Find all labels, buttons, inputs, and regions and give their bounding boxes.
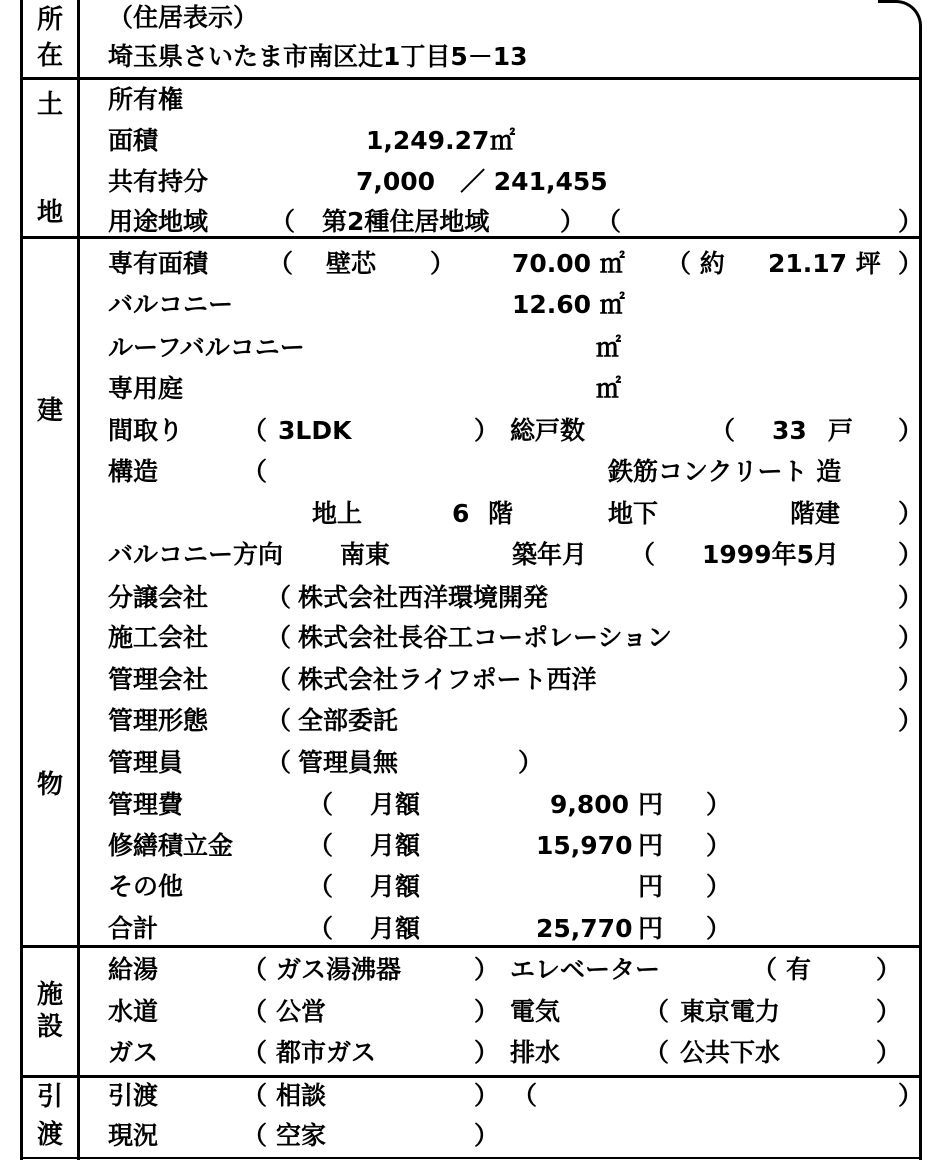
built-date-value: 1999年5月 [702, 540, 839, 569]
built-date-close: ） [898, 540, 924, 569]
structure-open: （ [242, 457, 268, 486]
manager-close: ） [518, 748, 544, 777]
elevator-value: 有 [786, 955, 812, 984]
section-divider [20, 1075, 922, 1078]
section-label-handover-2: 渡 [36, 1120, 63, 1150]
total-units-value: 33 [772, 416, 807, 445]
repair-reserve-open: （ [308, 831, 334, 860]
developer-value: 株式会社西洋環境開発 [298, 583, 549, 612]
electricity-value: 東京電力 [680, 997, 781, 1026]
land-zoning-close: ） [560, 207, 586, 236]
section-label-location-2: 在 [36, 41, 63, 71]
land-ownership: 所有権 [108, 85, 184, 114]
land-zoning-close2: ） [898, 207, 924, 236]
section-label-land-2: 地 [36, 198, 63, 228]
elevator-close: ） [876, 955, 902, 984]
above-ground-floors: 階 [488, 499, 514, 528]
management-type-value: 全部委託 [298, 706, 399, 735]
land-share-value: 7,000 ／ 241,455 [356, 167, 608, 196]
total-fee-close: ） [706, 914, 732, 943]
repair-reserve-unit: 円 [638, 831, 664, 860]
handover-close2: ） [898, 1081, 924, 1110]
balcony-value: 12.60 ㎡ [512, 290, 625, 319]
section-label-facilities-2: 設 [36, 1012, 63, 1042]
manager-value: 管理員無 [298, 748, 399, 777]
water-value: 公営 [276, 997, 327, 1026]
drainage-close: ） [876, 1038, 902, 1067]
address-type-label: （住居表示） [108, 3, 259, 32]
manager-open: （ [266, 748, 292, 777]
section-label-facilities-1: 施 [36, 980, 63, 1010]
electricity-close: ） [876, 997, 902, 1026]
exclusive-area-label: 専有面積 [108, 249, 209, 278]
management-type-label: 管理形態 [108, 706, 209, 735]
repair-reserve-period: 月額 [370, 831, 421, 860]
management-type-close: ） [898, 706, 924, 735]
electricity-label: 電気 [510, 997, 561, 1026]
current-status-open: （ [242, 1121, 268, 1150]
section-label-land-1: 土 [36, 90, 63, 120]
repair-reserve-close: ） [706, 831, 732, 860]
gas-value: 都市ガス [276, 1038, 377, 1067]
exclusive-area-tsubo: 21.17 坪 [768, 249, 881, 278]
land-area-label: 面積 [108, 126, 159, 155]
roof-balcony-label: ルーフバルコニー [108, 333, 305, 362]
gas-label: ガス [108, 1038, 159, 1067]
section-divider [20, 77, 922, 80]
management-fee-unit: 円 [638, 790, 664, 819]
layout-value: 3LDK [278, 416, 352, 445]
exclusive-area-open: （ [268, 249, 294, 278]
current-status-close: ） [474, 1121, 500, 1150]
management-type-open: （ [266, 706, 292, 735]
other-fee-unit: 円 [638, 872, 664, 901]
handover-open: （ [242, 1081, 268, 1110]
manager-label: 管理員 [108, 748, 184, 777]
exclusive-area-value: 70.00 ㎡ [512, 249, 625, 278]
balcony-label: バルコニー [108, 290, 234, 319]
layout-label: 間取り [108, 416, 184, 445]
address-value: 埼玉県さいたま市南区辻1丁目5－13 [108, 42, 528, 71]
developer-label: 分譲会社 [108, 583, 209, 612]
total-fee-label: 合計 [108, 914, 159, 943]
management-fee-amount: 9,800 [550, 790, 630, 819]
developer-open: （ [266, 583, 292, 612]
total-fee-unit: 円 [638, 914, 664, 943]
water-open: （ [242, 997, 268, 1026]
land-area-unit: ㎡ [490, 126, 516, 155]
total-fee-open: （ [308, 914, 334, 943]
management-fee-open: （ [308, 790, 334, 819]
management-company-close: ） [898, 665, 924, 694]
rounded-corner [878, 0, 922, 40]
hot-water-open: （ [242, 955, 268, 984]
section-label-building-1: 建 [36, 396, 63, 426]
constructor-open: （ [266, 623, 292, 652]
handover-value: 相談 [276, 1081, 327, 1110]
developer-close: ） [898, 583, 924, 612]
section-label-building-2: 物 [36, 770, 63, 800]
repair-reserve-label: 修繕積立金 [108, 831, 234, 860]
land-zoning-open2: （ [596, 207, 622, 236]
drainage-open: （ [644, 1038, 670, 1067]
other-fee-label: その他 [108, 872, 184, 901]
layout-open: （ [242, 416, 268, 445]
hot-water-close: ） [474, 955, 500, 984]
section-label-location-1: 所 [36, 5, 63, 35]
section-label-handover-1: 引 [36, 1082, 63, 1112]
built-date-label: 築年月 [512, 540, 588, 569]
structure-close: ） [898, 499, 924, 528]
total-units-open: （ [710, 416, 736, 445]
layout-close: ） [474, 416, 500, 445]
land-area-value: 1,249.27 [366, 126, 490, 155]
land-zoning-value: 第2種住居地域 [322, 207, 490, 236]
structure-label: 構造 [108, 457, 159, 486]
water-close: ） [474, 997, 500, 1026]
private-garden-label: 専用庭 [108, 374, 184, 403]
exclusive-area-extra-close: ） [898, 249, 924, 278]
handover-close: ） [474, 1081, 500, 1110]
drainage-label: 排水 [510, 1038, 561, 1067]
column-divider [77, 0, 80, 1160]
land-share-label: 共有持分 [108, 167, 209, 196]
other-fee-close: ） [706, 872, 732, 901]
constructor-close: ） [898, 623, 924, 652]
management-fee-close: ） [706, 790, 732, 819]
exclusive-area-method: 壁芯 [326, 249, 377, 278]
management-fee-label: 管理費 [108, 790, 184, 819]
balcony-direction-value: 南東 [340, 540, 391, 569]
elevator-open: （ [752, 955, 778, 984]
above-ground-value: 6 [452, 499, 470, 528]
total-fee-period: 月額 [370, 914, 421, 943]
total-units-unit: 戸 [828, 416, 854, 445]
total-units-close: ） [898, 416, 924, 445]
elevator-label: エレベーター [510, 955, 661, 984]
land-zoning-open: （ [270, 207, 296, 236]
above-ground-label: 地上 [312, 499, 363, 528]
management-fee-period: 月額 [370, 790, 421, 819]
other-fee-period: 月額 [370, 872, 421, 901]
hot-water-label: 給湯 [108, 955, 159, 984]
roof-balcony-value: ㎡ [596, 333, 622, 362]
private-garden-value: ㎡ [596, 374, 622, 403]
management-company-open: （ [266, 665, 292, 694]
constructor-value: 株式会社長谷工コーポレーション [298, 623, 673, 652]
other-fee-open: （ [308, 872, 334, 901]
management-company-value: 株式会社ライフポート西洋 [298, 665, 597, 694]
total-fee-amount: 25,770 [536, 914, 633, 943]
balcony-direction-label: バルコニー方向 [108, 540, 284, 569]
gas-open: （ [242, 1038, 268, 1067]
land-zoning-label: 用途地域 [108, 207, 209, 236]
electricity-open: （ [644, 997, 670, 1026]
repair-reserve-amount: 15,970 [536, 831, 633, 860]
exclusive-area-close: ） [430, 249, 456, 278]
current-status-value: 空家 [276, 1121, 327, 1150]
constructor-label: 施工会社 [108, 623, 209, 652]
section-divider [20, 1157, 922, 1159]
below-ground-suffix: 階建 [790, 499, 841, 528]
section-divider [20, 945, 922, 948]
structure-value: 鉄筋コンクリート 造 [608, 457, 842, 486]
built-date-open: （ [630, 540, 656, 569]
total-units-label: 総戸数 [510, 416, 586, 445]
gas-close: ） [474, 1038, 500, 1067]
drainage-value: 公共下水 [680, 1038, 781, 1067]
management-company-label: 管理会社 [108, 665, 209, 694]
below-ground-label: 地下 [608, 499, 659, 528]
handover-label: 引渡 [108, 1081, 159, 1110]
current-status-label: 現況 [108, 1121, 159, 1150]
hot-water-value: ガス湯沸器 [276, 955, 402, 984]
exclusive-area-approx: （ 約 [666, 249, 725, 278]
water-label: 水道 [108, 997, 159, 1026]
handover-open2: （ [512, 1081, 538, 1110]
